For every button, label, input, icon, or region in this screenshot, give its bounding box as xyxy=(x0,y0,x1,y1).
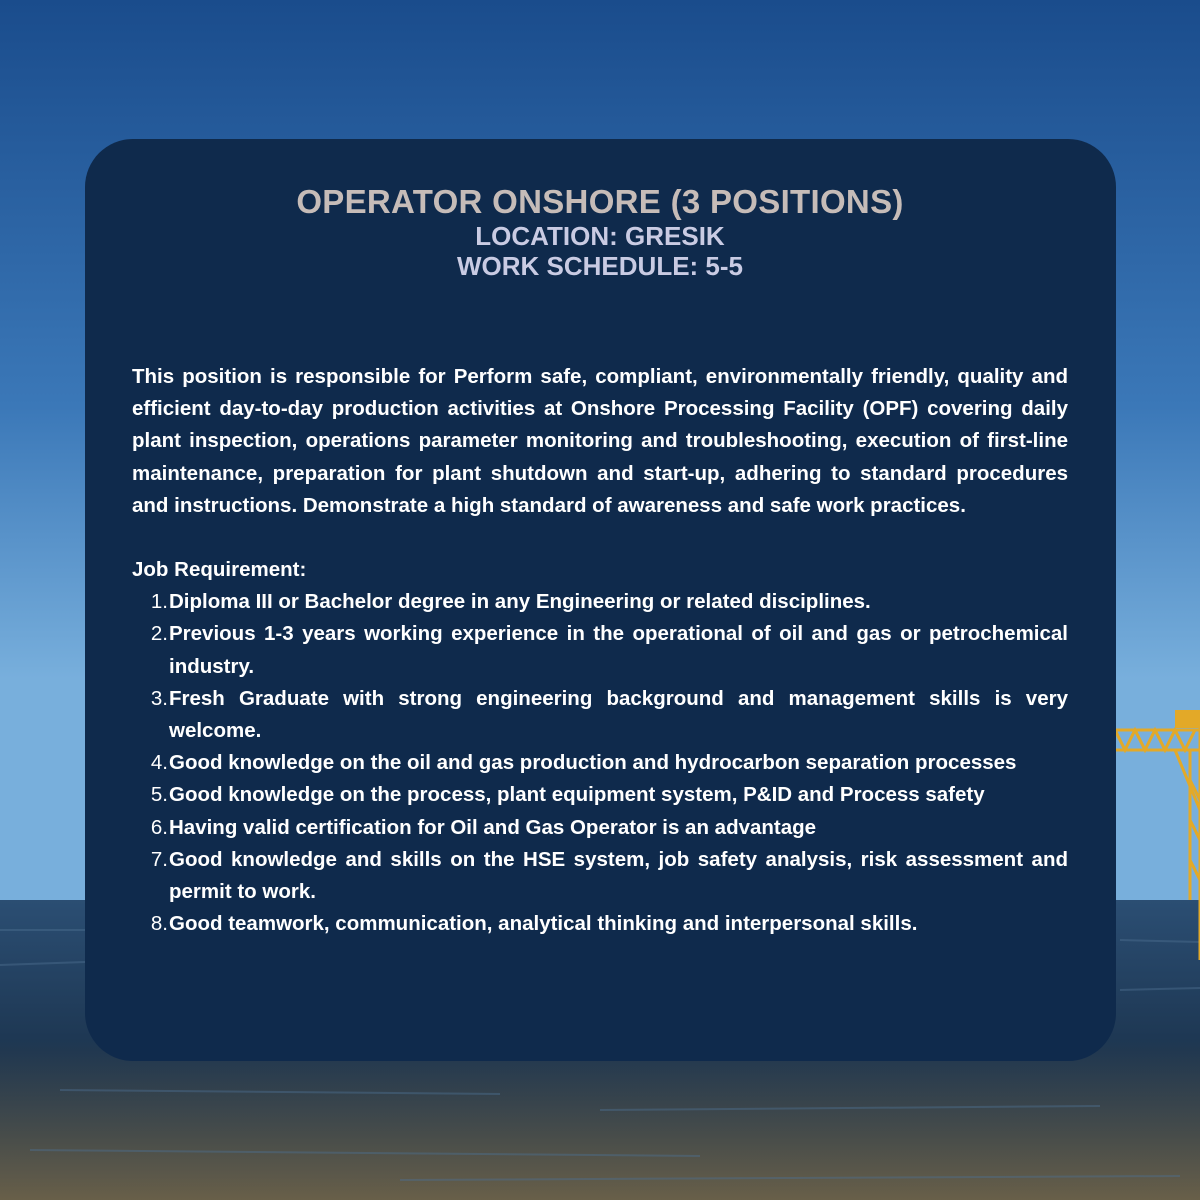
requirement-item xyxy=(132,586,1068,618)
requirement-text: Previous 1-3 years working experience in the operational of oil and gas or petrochemical industry. xyxy=(169,622,1068,678)
work-schedule: WORK SCHEDULE: 5-5 xyxy=(456,251,743,281)
requirement-text: Good knowledge on the oil and gas production and hydrocarbon separation processes xyxy=(169,751,1017,775)
job-posting-card xyxy=(85,139,1116,1061)
job-location: LOCATION: GRESIK xyxy=(475,221,725,251)
requirement-number: 3. xyxy=(150,686,168,710)
requirement-number: 4. xyxy=(150,751,168,775)
requirement-number: 1. xyxy=(150,590,168,614)
requirement-item xyxy=(132,908,1068,940)
requirement-number: 7. xyxy=(150,847,168,871)
requirement-number: 6. xyxy=(150,815,168,839)
requirements-list xyxy=(132,586,1068,940)
requirement-item xyxy=(132,844,1068,908)
requirement-text: Diploma III or Bachelor degree in any Engineering or related disciplines. xyxy=(169,590,871,614)
requirement-number: 2. xyxy=(150,622,168,646)
requirement-item xyxy=(132,812,1068,844)
offshore-platform-illustration xyxy=(1115,700,1200,960)
requirement-item xyxy=(132,618,1068,682)
requirement-text: Having valid certification for Oil and Gas Operator is an advantage xyxy=(169,815,817,839)
requirement-text: Good teamwork, communication, analytical thinking and interpersonal skills. xyxy=(169,912,918,936)
job-title: OPERATOR ONSHORE (3 POSITIONS) xyxy=(296,183,904,220)
requirement-item xyxy=(132,779,1068,811)
requirement-number: 5. xyxy=(150,783,168,807)
requirement-text: Fresh Graduate with strong engineering background and management skills is very welcome. xyxy=(169,686,1068,743)
requirements-heading: Job Requirement: xyxy=(132,558,307,582)
requirement-number: 8. xyxy=(150,912,168,936)
requirement-text: Good knowledge and skills on the HSE system, job safety analysis, risk assessment and permit to work. xyxy=(169,847,1068,904)
requirement-text: Good knowledge on the process, plant equipment system, P&ID and Process safety xyxy=(169,783,985,807)
job-description: This position is responsible for Perform safe, compliant, environmentally friendly, quality and efficient day-to-day production activities at Onshore Processing Facility (OPF) covering daily plant inspection, operations parameter monitoring and troubleshooting, execution of first-line maintenance, preparation for plant shutdown and start-up, adhering to standard procedures and instructions. Demonstrate a high standard of awareness and safe work practices. xyxy=(132,365,1068,517)
requirement-item xyxy=(132,747,1068,779)
requirement-item xyxy=(132,683,1068,747)
